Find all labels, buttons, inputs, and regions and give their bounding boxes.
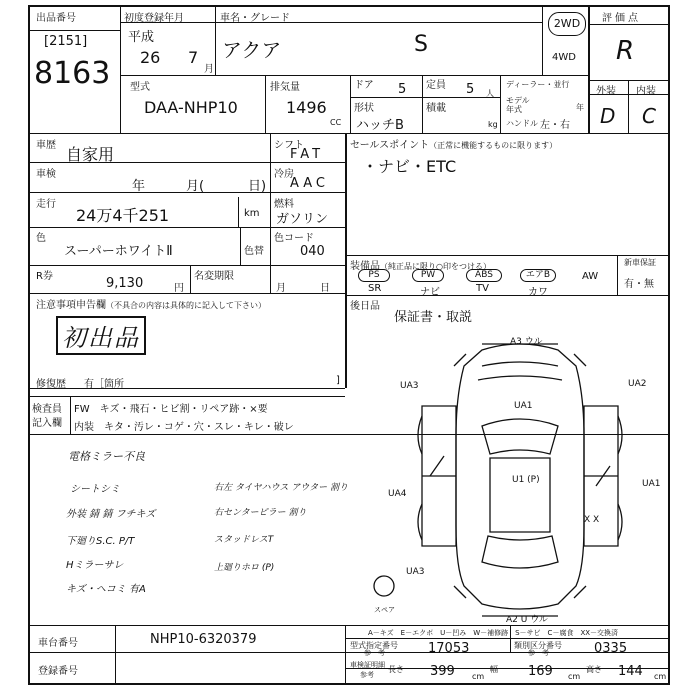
year-label: 年式 xyxy=(506,105,522,114)
cap-unit: 人 xyxy=(486,89,494,98)
reg-month-unit: 月 xyxy=(204,64,214,75)
diagram-label-ua1-right: UA1 xyxy=(642,479,661,489)
shape-value: ハッチB xyxy=(356,118,404,133)
type-num-label: 型式指定番号 xyxy=(350,641,398,650)
hood-line xyxy=(482,362,558,366)
repair-label: 修復歴 xyxy=(36,379,66,390)
rating-int-value: C xyxy=(642,104,656,128)
inspector-row2: 内装 キタ・汚レ・コゲ・穴・スレ・キレ・破レ xyxy=(74,422,294,433)
shift-label: シフト xyxy=(274,140,304,151)
mileage-value: 24万4千251 xyxy=(76,206,170,225)
registration-label: 登録番号 xyxy=(38,666,78,677)
color-code-value: 040 xyxy=(300,244,325,259)
sales-note: （正常に機能するものに限ります） xyxy=(429,141,558,150)
outer-top xyxy=(28,5,670,7)
lot-label: 出品番号 xyxy=(36,13,76,24)
color-change-label: 色替 xyxy=(244,246,264,257)
repair-close: ] xyxy=(336,375,340,386)
mileage-unit: km xyxy=(244,208,260,219)
history-label: 車歴 xyxy=(36,140,56,151)
rating-int-label: 内装 xyxy=(636,86,656,97)
drive-4wd: 4WD xyxy=(552,52,576,63)
diagram-label-ua3-top: UA3 xyxy=(400,381,419,391)
equip-pw: PW xyxy=(412,269,444,282)
load-unit: kg xyxy=(488,120,498,129)
roof xyxy=(490,458,550,532)
diagram-label-a3: A3 ウル xyxy=(510,337,543,347)
doors-label: ドア xyxy=(354,80,374,91)
new-warranty-value: 有・無 xyxy=(624,279,654,290)
disp-value: 1496 xyxy=(286,98,327,117)
mileage-label: 走行 xyxy=(36,199,56,210)
cat-num-label: 類別区分番号 xyxy=(514,641,562,650)
inspector-row1: FW キズ・飛石・ヒビ割・リペア跡・×要 xyxy=(74,404,268,415)
equip-tv: TV xyxy=(476,283,489,294)
diagram-label-xx: X X xyxy=(584,515,600,525)
equip-airbag: エアB xyxy=(520,269,556,282)
car-label: 車名・グレード xyxy=(220,13,290,24)
model-value: DAA-NHP10 xyxy=(144,98,238,117)
shift-value: FAT xyxy=(290,147,325,162)
rating-value: R xyxy=(616,36,635,66)
color-label: 色 xyxy=(36,233,46,244)
remark-5: Hミラーサレ xyxy=(66,560,124,571)
load-label: 積載 xyxy=(426,103,446,114)
equip-navi: ナビ xyxy=(420,287,440,298)
sales-label xyxy=(350,136,557,151)
rating-ext-label: 外装 xyxy=(596,86,616,97)
rating-ext-value: D xyxy=(600,104,616,128)
recycle-value: 9,130 xyxy=(106,276,144,291)
color-value: スーパーホワイトⅡ xyxy=(64,244,173,259)
outer-bottom xyxy=(28,683,670,685)
attachments-value: 保証書・取説 xyxy=(394,310,473,325)
handle-value: 左・右 xyxy=(540,120,570,131)
attachments-label: 後日品 xyxy=(350,301,380,312)
width-unit: cm xyxy=(568,672,581,681)
disp-unit: CC xyxy=(330,118,342,127)
height-label: 高さ xyxy=(586,665,602,674)
color-code-label: 色コード xyxy=(274,233,314,244)
length-unit: cm xyxy=(472,672,485,681)
handle-label: ハンドル xyxy=(506,119,538,128)
car-name: アクア xyxy=(222,38,282,62)
inspection-month: 月( xyxy=(186,179,205,194)
lot-number: 8163 xyxy=(34,56,111,91)
remark-8: 右センターピラー 割り xyxy=(214,508,307,518)
disp-label: 排気量 xyxy=(270,82,300,93)
diagram-label-ua2: UA2 xyxy=(628,379,647,389)
damage-legend: A－キズ E－エクボ U－凹み W－補修跡 S－サビ C－腐食 XX－交換済 xyxy=(368,629,619,637)
rear-window xyxy=(482,536,558,568)
remark-7: 右左 タイヤハウス アウター 割り xyxy=(214,483,349,493)
type-num-ref: 参 考 xyxy=(364,649,385,657)
doors-value: 5 xyxy=(398,82,407,97)
notes-sub: （不具合の内容は具体的に記入して下さい） xyxy=(106,301,266,310)
inspection-year: 年 xyxy=(132,179,146,194)
shape-label: 形状 xyxy=(354,103,374,114)
length-label: 長さ xyxy=(388,665,404,674)
height-unit: cm xyxy=(654,672,667,681)
width-value: 169 xyxy=(528,664,553,679)
diagram-label-ua3-bottom: UA3 xyxy=(406,567,425,577)
cap-value: 5 xyxy=(466,82,475,97)
cap-label: 定員 xyxy=(426,80,446,91)
spare-label: スペア xyxy=(374,606,395,614)
inspection-day: 日) xyxy=(248,179,267,194)
diagram-label-a2: A2 U ウル xyxy=(506,615,548,624)
chassis-label: 車台番号 xyxy=(38,638,78,649)
inspector-label2: 記入欄 xyxy=(32,418,62,429)
remark-10: 上廻りホロ (P) xyxy=(214,563,275,573)
spare-tire xyxy=(374,576,394,596)
sales-label-text: セールスポイント xyxy=(350,140,430,151)
equip-sr: SR xyxy=(368,283,382,294)
outer-right xyxy=(668,5,670,685)
outer-left xyxy=(28,5,30,685)
repair-value: 有［箇所 xyxy=(84,379,124,390)
width-label: 幅 xyxy=(490,665,498,674)
sales-value: ・ナビ・ETC xyxy=(362,157,457,176)
ac-value: AAC xyxy=(290,176,329,191)
rating-label: 評価点 xyxy=(602,13,641,24)
equip-ps: PS xyxy=(358,269,390,282)
name-change-month: 月 xyxy=(276,283,286,294)
fuel-value: ガソリン xyxy=(276,212,329,227)
new-warranty-label: 新車保証 xyxy=(624,258,656,267)
remark-1: 電格ミラー不良 xyxy=(68,450,145,463)
height-value: 144 xyxy=(618,664,643,679)
history-value: 自家用 xyxy=(66,145,115,164)
remark-6: キズ・ヘコミ 有A xyxy=(66,584,146,595)
chassis-value: NHP10-6320379 xyxy=(150,632,257,647)
equip-label-text: 装備品 xyxy=(350,261,380,272)
inspector-label1: 検査員 xyxy=(32,404,62,415)
equip-aw: AW xyxy=(582,271,599,282)
dealer-label: ディーラー・並行 xyxy=(506,80,570,89)
inspection-label: 車検 xyxy=(36,169,56,180)
length-value: 399 xyxy=(430,664,455,679)
equip-leather: カワ xyxy=(528,287,548,298)
year-unit: 年 xyxy=(576,103,584,112)
fuel-label: 燃料 xyxy=(274,199,294,210)
remark-4: 下廻りS.C. P/T xyxy=(66,536,135,547)
recycle-label: R券 xyxy=(36,271,53,282)
type-num-value: 17053 xyxy=(428,641,470,656)
dims-label: 車検証明細 xyxy=(350,661,385,669)
diagram-label-ua4: UA4 xyxy=(388,489,407,499)
diagram-label-ua1-top: UA1 xyxy=(514,401,533,411)
model-label: 型式 xyxy=(130,82,150,93)
first-listing-stamp: 初出品 xyxy=(56,316,146,355)
drive-2wd: 2WD xyxy=(548,12,586,36)
ac-label: 冷房 xyxy=(274,169,294,180)
windshield xyxy=(482,419,558,454)
recycle-unit: 円 xyxy=(174,283,184,294)
notes-label-text: 注意事項申告欄 xyxy=(36,300,106,311)
reg-era: 平成 xyxy=(128,30,155,45)
name-change-day: 日 xyxy=(320,283,330,294)
reg-month: 7 xyxy=(188,48,199,67)
name-change-label: 名変期限 xyxy=(194,271,234,282)
reg-label: 初度登録年月 xyxy=(124,13,184,24)
reg-year: 26 xyxy=(140,48,161,67)
car-damage-diagram xyxy=(370,336,668,624)
cat-num-value: 0335 xyxy=(594,641,628,656)
lot-bracket: [2151] xyxy=(44,34,88,49)
remark-2: シートシミ xyxy=(70,484,120,495)
diagram-label-u1: U1 (P) xyxy=(512,475,540,485)
remark-9: スタッドレスT xyxy=(214,535,274,545)
remark-3: 外装 錆 錆 フチキズ xyxy=(66,509,156,520)
equip-note: （純正品に限り○印をつける） xyxy=(380,262,491,271)
notes-label xyxy=(36,296,266,311)
model-year-label: モデル xyxy=(506,96,530,105)
car-grade: S xyxy=(414,32,428,57)
equip-abs: ABS xyxy=(466,269,502,282)
cat-num-ref: 参 考 xyxy=(528,649,549,657)
dims-ref: 参考 xyxy=(360,671,374,679)
